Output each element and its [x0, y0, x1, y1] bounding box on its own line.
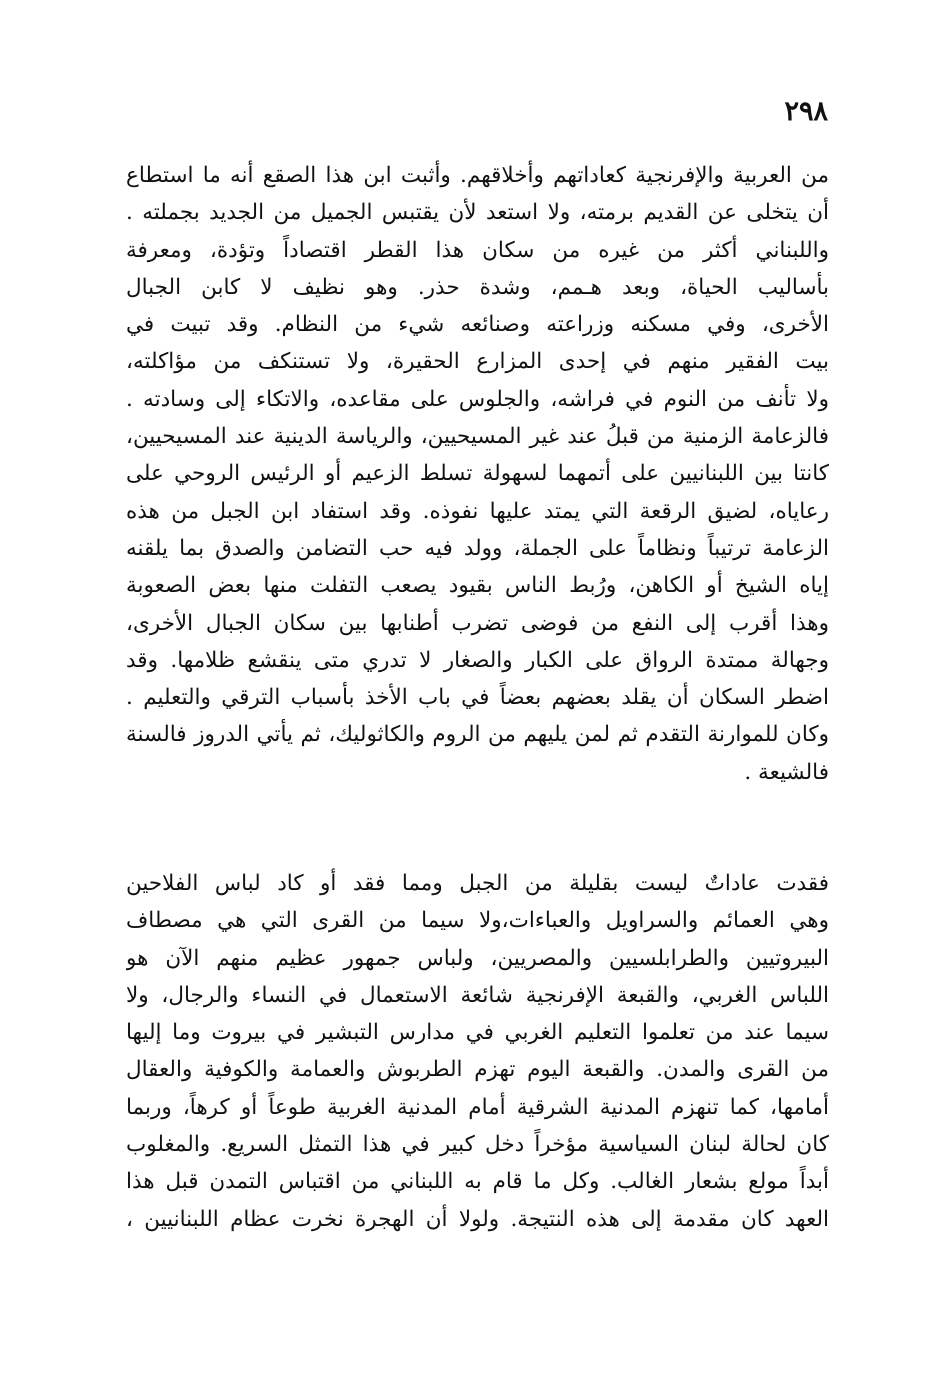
text-line: ولا تأنف من النوم في فراشه، والجلوس على مقاعده، والاتكاء إلى وسادته .: [126, 386, 829, 412]
text-line: فالشيعة .: [744, 759, 829, 785]
text-line: رعاياه، لضيق الرقعة التي يمتد عليها نفوذه. وقد استفاد ابن الجبل من هذه: [126, 498, 829, 524]
text-line: أبداً مولع بشعار الغالب. وكل ما قام به اللبناني من اقتباس التمدن قبل هذا: [126, 1169, 829, 1195]
text-line: من العربية والإفرنجية كعاداتهم وأخلاقهم. وأثبت ابن هذا الصقع أنه ما استطاع: [126, 163, 829, 188]
text-line: اللباس الغربي، والقبعة الإفرنجية شائعة الاستعمال في النساء والرجال، ولا: [126, 982, 829, 1008]
text-line: وجهالة ممتدة الرواق على الكبار والصغار لا تدري متى ينقشع ظلامها. وقد: [126, 647, 829, 673]
text-line: وكان للموارنة التقدم ثم لمن يليهم من الروم والكاثوليك، ثم يأتي الدروز فالسنة: [126, 722, 829, 748]
text-line: كانتا بين اللبنانيين على أتمهما لسهولة تسلط الزعيم أو الرئيس الروحي على: [126, 461, 829, 487]
text-line: من القرى والمدن. والقبعة اليوم تهزم الطربوش والعمامة والكوفية والعقال: [126, 1057, 829, 1083]
text-line: فالزعامة الزمنية من قبلُ عند غير المسيحيين، والرياسة الدينية عند المسيحيين،: [126, 424, 829, 450]
text-line: فقدت عاداتٌ ليست بقليلة من الجبل ومما فقد أو كاد لباس الفلاحين: [126, 871, 829, 896]
paragraph-2: [126, 865, 829, 1238]
text-line: الأخرى، وفي مسكنه وزراعته وصنائعه شيء من النظام. وقد تبيت في: [126, 312, 829, 338]
text-line: بيت الفقير منهم في إحدى المزارع الحقيرة، ولا تستنكف من مؤاكلته،: [126, 349, 829, 375]
page-number: ٢٩٨: [784, 96, 828, 127]
text-line: واللبناني أكثر من غيره من سكان هذا القطر اقتصاداً وتؤدة، ومعرفة: [126, 237, 829, 263]
text-line: وهذا أقرب إلى النفع من فوضى تضرب أطنابها بين سكان الجبال الأخرى،: [126, 610, 829, 636]
text-line: كان لحالة لبنان السياسية مؤخراً دخل كبير في هذا التمثل السريع. والمغلوب: [126, 1132, 829, 1158]
text-line: إياه الشيخ أو الكاهن، ورُبط الناس بقيود يصعب التفلت منها بعض الصعوبة: [126, 573, 829, 599]
text-line: بأساليب الحياة، وبعد هـمم، وشدة حذر. وهو نظيف لا كابن الجبال: [126, 274, 829, 300]
text-line: الزعامة ترتيباً ونظاماً على الجملة، وولد فيه حب التضامن والصدق بما يلقنه: [126, 535, 829, 561]
text-line: أمامها، كما تنهزم المدنية الشرقية أمام المدنية الغربية طوعاً أو كرهاً، وربما: [126, 1094, 829, 1120]
text-line: البيروتيين والطرابلسيين والمصريين، ولباس جمهور عظيم منهم الآن هو: [126, 945, 829, 971]
text-line: وهي العمائم والسراويل والعباءات،ولا سيما من القرى التي هي مصطاف: [126, 908, 829, 934]
text-line: سيما عند من تعلموا التعليم الغربي في مدارس التبشير في بيروت وما إليها: [126, 1020, 829, 1046]
paragraph-1: [126, 157, 829, 791]
text-line: اضطر السكان أن يقلد بعضهم بعضاً في باب الأخذ بأسباب الترقي والتعليم .: [126, 685, 829, 711]
text-line: العهد كان مقدمة إلى هذه النتيجة. ولولا أن الهجرة نخرت عظام اللبنانيين ،: [126, 1206, 829, 1232]
text-line: أن يتخلى عن القديم برمته، ولا استعد لأن يقتبس الجميل من الجديد بجملته .: [126, 200, 829, 226]
